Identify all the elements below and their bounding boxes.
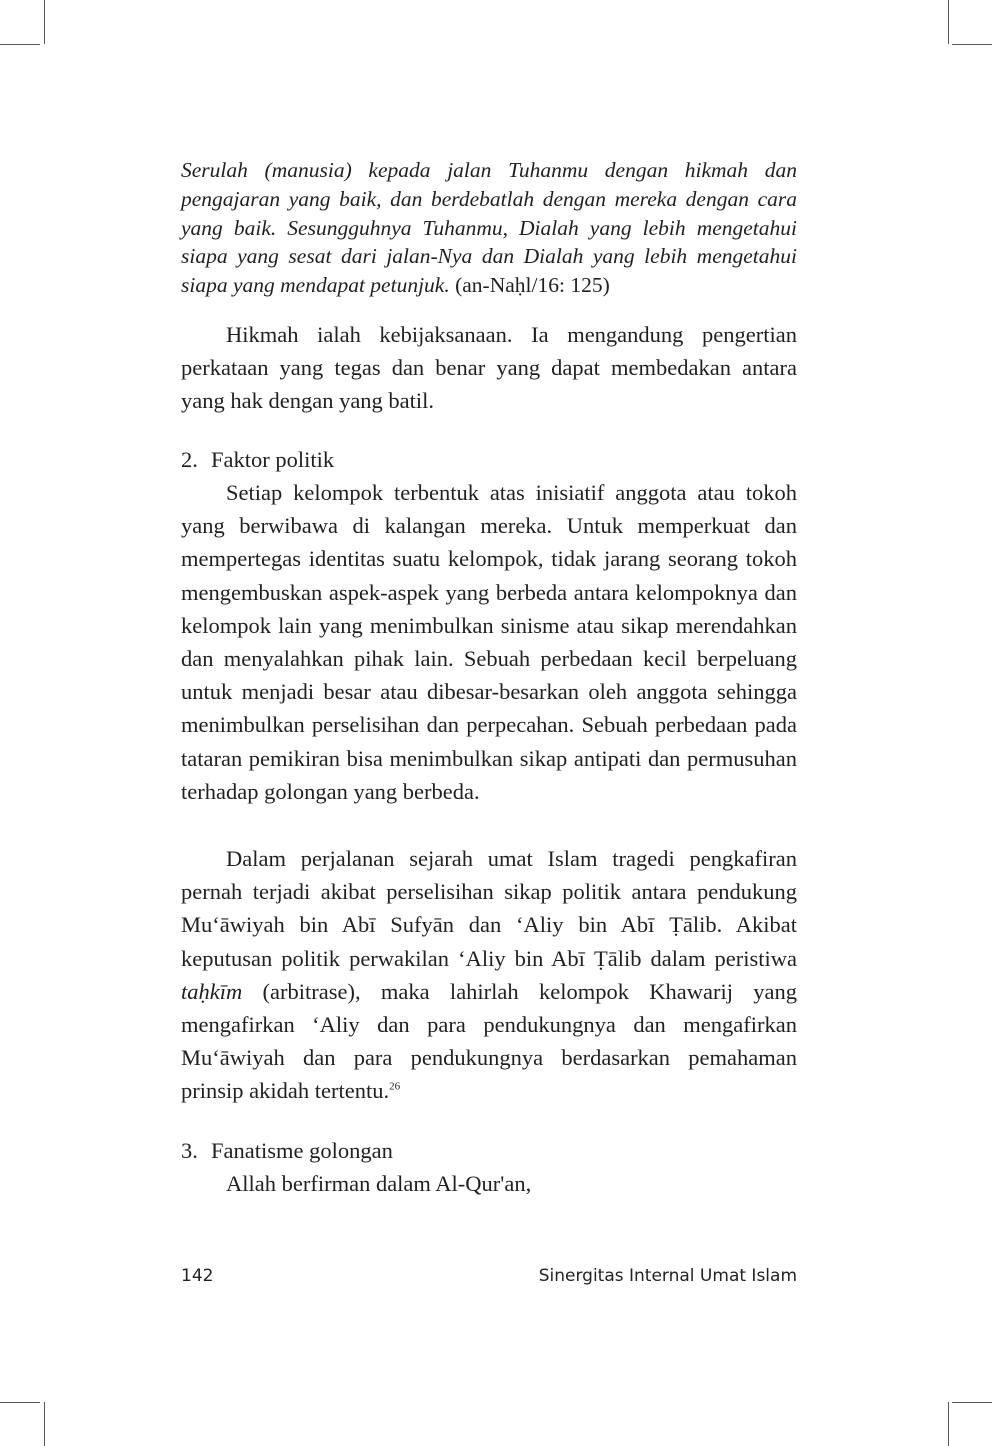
paragraph-politik-1: Setiap kelompok terbentuk atas inisiatif anggota atau tokoh yang berwibawa di kalangan mereka. Untuk memperkuat dan mempertegas identitas suatu kelompok, tidak jarang seorang tokoh mengembuskan aspek-aspek yang berbeda antara kelompoknya dan kelompok lain yang menimbulkan sinisme atau sikap merendahkan dan menyalahkan pihak lain. Sebuah perbedaan kecil berpeluang untuk menjadi besar atau dibesar-besarkan oleh anggota sehingga menimbulkan perselisihan dan perpecahan. Sebuah perbedaan pada tataran pemikiran bisa menimbulkan sikap antipati dan permusuhan terhadap golongan yang berbeda. <box>181 480 797 804</box>
quran-quote <box>181 156 797 300</box>
crop-mark <box>0 1402 40 1403</box>
crop-mark <box>44 1402 45 1446</box>
crop-mark <box>952 1402 992 1403</box>
crop-mark <box>952 44 992 45</box>
running-title: Sinergitas Internal Umat Islam <box>538 1266 797 1286</box>
heading-number: 3. <box>181 1138 198 1163</box>
heading-number: 2. <box>181 447 198 472</box>
page-number: 142 <box>181 1266 214 1286</box>
crop-mark <box>948 0 949 44</box>
paragraph-fanatisme: Allah berfirman dalam Al-Qur'an, <box>226 1171 532 1196</box>
quote-text: Serulah (manusia) kepada jalan Tuhanmu dengan hikmah dan pengajaran yang baik, dan berdebatlah dengan mereka dengan cara yang baik. Sesungguhnya Tuhanmu, Dialah yang lebih mengetahui siapa yang sesat dari jalan-Nya dan Dialah yang lebih mengetahui siapa yang mendapat petunjuk. <box>181 158 797 298</box>
crop-mark <box>44 0 45 44</box>
paragraph-text: (arbitrase), maka lahirlah kelompok Khawarij yang mengafirkan ‘Aliy dan para pendukungnya dan mengafirkan Mu‘āwiyah dan para pendukungnya berdasarkan pemahaman prinsip akidah tertentu. <box>181 978 797 1104</box>
heading-title: Faktor politik <box>211 447 335 472</box>
footnote-marker: 26 <box>389 1080 401 1093</box>
paragraph-hikmah: Hikmah ialah kebijaksanaan. Ia mengandung pengertian perkataan yang tegas dan benar yang dapat membedakan antara yang hak dengan yang batil. <box>181 322 797 414</box>
heading-faktor-politik <box>181 443 334 476</box>
paragraph-politik-2 <box>181 842 797 1108</box>
crop-mark <box>948 1402 949 1446</box>
quote-reference: (an-Naḥl/16: 125) <box>449 273 610 298</box>
heading-fanatisme-golongan <box>181 1134 393 1167</box>
term-tahkim: taḥkīm <box>181 978 243 1004</box>
heading-title: Fanatisme golongan <box>211 1138 393 1163</box>
paragraph-text: Dalam perjalanan sejarah umat Islam tragedi pengkafiran pernah terjadi akibat perselisihan sikap politik antara pendukung Mu‘āwiyah bin Abī Sufyān dan ‘Aliy bin Abī Ṭālib. Akibat keputusan politik perwakilan ‘Aliy bin Abī Ṭālib dalam peristiwa <box>181 846 797 971</box>
crop-mark <box>0 44 40 45</box>
